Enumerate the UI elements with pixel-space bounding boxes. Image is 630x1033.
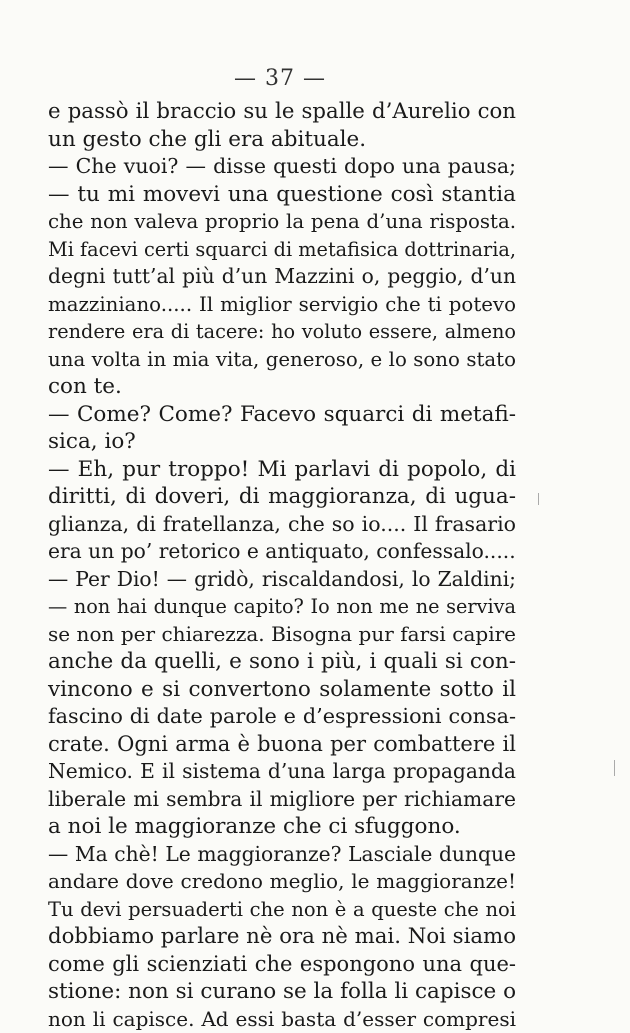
text-line: non li capisce. Ad essi basta d’esser compresi [48, 1006, 516, 1031]
text-line: un gesto che gli era abituale. [48, 126, 367, 152]
text-line: sica, io? [48, 429, 136, 454]
text-line: — non hai dunque capito? Io non me ne serviva [48, 595, 516, 618]
text-line: — Eh, pur troppo! Mi parlavi di popolo, di [48, 456, 516, 482]
text-line: diritti, di doveri, di maggioranza, di ugua- [48, 484, 516, 509]
text-line: glianza, di fratellanza, che so io.... Il frasario [48, 511, 516, 536]
text-line: dobbiamo parlare nè ora nè mai. Noi siamo [48, 924, 516, 949]
text-line: con te. [48, 374, 122, 399]
body-text [48, 98, 516, 1033]
margin-mark [538, 493, 539, 505]
text-line: crate. Ogni arma è buona per combattere il [48, 731, 516, 756]
text-line: una volta in mia vita, generoso, e lo sono stato [48, 347, 516, 371]
text-line: fascino di date parole e d’espressioni consa- [48, 704, 516, 728]
text-line: anche da quelli, e sono i più, i quali si con- [48, 649, 516, 674]
text-line: liberale mi sembra il migliore per richiamare [48, 786, 516, 811]
text-line: — Come? Come? Facevo squarci di metafi- [48, 401, 516, 427]
text-line: come gli scienziati che espongono una que- [48, 951, 516, 976]
text-line: Tu devi persuaderti che non è a queste che noi [48, 897, 516, 921]
text-line: a noi le maggioranze che ci sfuggono. [48, 814, 461, 839]
text-line: — Ma chè! Le maggioranze? Lasciale dunque [48, 841, 516, 866]
text-line: e passò il braccio su le spalle d’Aurelio con [48, 99, 516, 124]
text-line: degni tutt’al più d’un Mazzini o, peggio, d’un [48, 264, 516, 288]
text-line: — tu mi movevi una questione così stantia [48, 181, 516, 207]
text-line: se non per chiarezza. Bisogna pur farsi capire [48, 621, 516, 646]
page-number: — 37 — [234, 66, 326, 91]
margin-mark [614, 760, 615, 776]
text-line: andare dove credono meglio, le maggioranze! [48, 869, 516, 893]
text-line: vincono e si convertono solamente sotto il [48, 676, 516, 702]
text-line: mazziniano..... Il miglior servigio che ti potevo [48, 292, 516, 316]
text-line: stione: non si curano se la folla li capisce o [48, 979, 517, 1004]
text-line: rendere era di tacere: ho voluto essere, almeno [48, 320, 516, 343]
text-line: era un po’ retorico e antiquato, confessalo..... [48, 539, 516, 563]
text-line: — Per Dio! — gridò, riscaldandosi, lo Zaldini; [48, 566, 516, 591]
text-line: — Che vuoi? — disse questi dopo una pausa; [48, 154, 516, 178]
text-line: Nemico. E il sistema d’una larga propaganda [48, 759, 516, 783]
text-line: Mi facevi certi squarci di metafisica dottrinaria, [48, 237, 516, 261]
text-line: che non valeva proprio la pena d’una risposta. [48, 210, 516, 233]
